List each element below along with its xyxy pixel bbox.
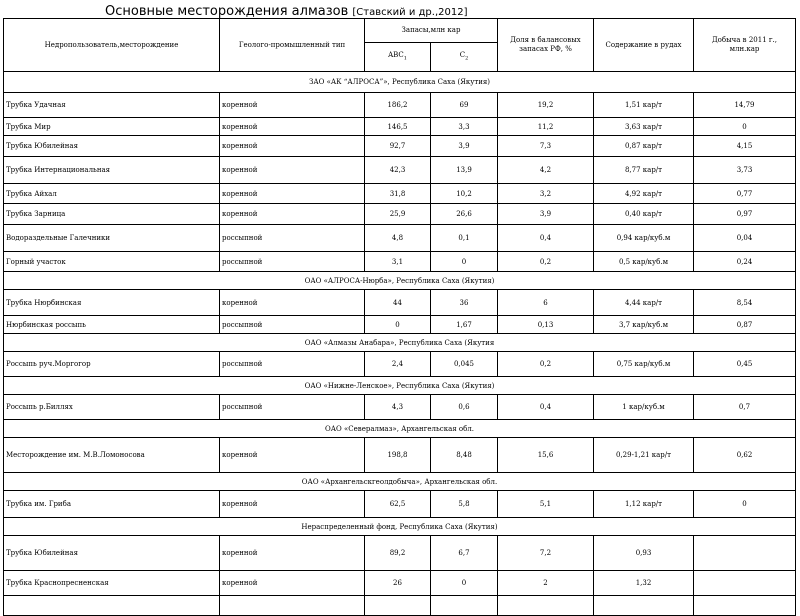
cell-c: 69 xyxy=(431,93,498,118)
cell-share: 4,2 xyxy=(498,157,594,184)
cell-c: 0,1 xyxy=(431,225,498,252)
cell-content: 1,12 кар/т xyxy=(594,491,694,518)
cell-c: 0 xyxy=(431,252,498,272)
cell-type: коренной xyxy=(220,118,365,136)
cell-type: коренной xyxy=(220,136,365,157)
header-share: Доля в балансовых запасах РФ, % xyxy=(498,19,594,72)
cell-abc: 3,1 xyxy=(365,252,431,272)
cell-production: 8,54 xyxy=(694,290,796,316)
cell-type: россыпной xyxy=(220,395,365,420)
cell-content: 0,87 кар/т xyxy=(594,136,694,157)
header-type: Геолого-промышленный тип xyxy=(220,19,365,72)
cell-share xyxy=(498,596,594,616)
cell-type: коренной xyxy=(220,93,365,118)
cell-content: 8,77 кар/т xyxy=(594,157,694,184)
cell-name: Трубка Удачная xyxy=(4,93,220,118)
header-owner: Недропользователь,месторождение xyxy=(4,19,220,72)
cell-share: 3,9 xyxy=(498,204,594,225)
cell-abc: 26 xyxy=(365,571,431,596)
cell-c: 8,48 xyxy=(431,438,498,473)
cell-c: 3,9 xyxy=(431,136,498,157)
cell-c: 3,3 xyxy=(431,118,498,136)
cell-content: 0,29-1,21 кар/т xyxy=(594,438,694,473)
cell-abc: 186,2 xyxy=(365,93,431,118)
cell-production: 0,77 xyxy=(694,184,796,204)
table-body xyxy=(4,72,796,616)
cell-c xyxy=(431,596,498,616)
cell-share: 0,2 xyxy=(498,252,594,272)
table-row xyxy=(4,316,796,334)
cell-production: 14,79 xyxy=(694,93,796,118)
cell-abc: 92,7 xyxy=(365,136,431,157)
cell-name: Горный участок xyxy=(4,252,220,272)
header-c: $C_2$ xyxy=(431,43,498,72)
cell-abc: 2,4 xyxy=(365,352,431,377)
cell-name: Трубка Зарница xyxy=(4,204,220,225)
cell-production: 0,45 xyxy=(694,352,796,377)
section-title: ЗАО «АК “АЛРОСА”», Республика Саха (Якутия) xyxy=(4,72,796,93)
cell-name: Трубка Нюрбинская xyxy=(4,290,220,316)
cell-content: 4,92 кар/т xyxy=(594,184,694,204)
table-row xyxy=(4,252,796,272)
cell-name: Месторождение им. М.В.Ломоносова xyxy=(4,438,220,473)
cell-type: коренной xyxy=(220,290,365,316)
cell-type: россыпной xyxy=(220,352,365,377)
cell-name xyxy=(4,596,220,616)
cell-production xyxy=(694,596,796,616)
section-row xyxy=(4,420,796,438)
cell-share: 5,1 xyxy=(498,491,594,518)
title-main: Основные месторождения алмазов xyxy=(105,4,349,19)
cell-share: 6 xyxy=(498,290,594,316)
cell-name: Трубка Краснопресненская xyxy=(4,571,220,596)
cell-abc: 4,8 xyxy=(365,225,431,252)
cell-production: 0,04 xyxy=(694,225,796,252)
cell-c: 13,9 xyxy=(431,157,498,184)
section-row xyxy=(4,334,796,352)
cell-production: 0,87 xyxy=(694,316,796,334)
cell-name: Трубка Мир xyxy=(4,118,220,136)
cell-type: коренной xyxy=(220,184,365,204)
section-title: ОАО «Архангельскгеолдобыча», Архангельская обл. xyxy=(4,473,796,491)
cell-share: 2 xyxy=(498,571,594,596)
cell-production: 0 xyxy=(694,118,796,136)
cell-c: 5,8 xyxy=(431,491,498,518)
cell-production: 0,7 xyxy=(694,395,796,420)
cell-c: 26,6 xyxy=(431,204,498,225)
cell-share: 7,2 xyxy=(498,536,594,571)
cell-share: 19,2 xyxy=(498,93,594,118)
cell-production: 0,62 xyxy=(694,438,796,473)
section-row xyxy=(4,72,796,93)
cell-content: 1,51 кар/т xyxy=(594,93,694,118)
cell-name: Россыпь руч.Моргогор xyxy=(4,352,220,377)
cell-share: 0,4 xyxy=(498,395,594,420)
table-row xyxy=(4,596,796,616)
cell-share: 11,2 xyxy=(498,118,594,136)
cell-share: 3,2 xyxy=(498,184,594,204)
table-row xyxy=(4,438,796,473)
cell-c: 6,7 xyxy=(431,536,498,571)
cell-name: Водораздельные Галечники xyxy=(4,225,220,252)
section-title: ОАО «АЛРОСА-Нюрба», Республика Саха (Якутия) xyxy=(4,272,796,290)
cell-name: Россыпь р.Биллях xyxy=(4,395,220,420)
table-row xyxy=(4,118,796,136)
header-reserves: Запасы,млн кар xyxy=(365,19,498,43)
table-row xyxy=(4,225,796,252)
table-row xyxy=(4,352,796,377)
cell-share: 0,2 xyxy=(498,352,594,377)
cell-name: Трубка Айхал xyxy=(4,184,220,204)
cell-name: Трубка им. Гриба xyxy=(4,491,220,518)
table-row xyxy=(4,395,796,420)
cell-name: Трубка Юбилейная xyxy=(4,136,220,157)
section-row xyxy=(4,518,796,536)
cell-content: 3,63 кар/т xyxy=(594,118,694,136)
cell-production xyxy=(694,571,796,596)
cell-content: 0,40 кар/т xyxy=(594,204,694,225)
cell-content: 0,5 кар/куб.м xyxy=(594,252,694,272)
cell-type: коренной xyxy=(220,536,365,571)
cell-production: 0,24 xyxy=(694,252,796,272)
cell-c: 0 xyxy=(431,571,498,596)
cell-abc: 198,8 xyxy=(365,438,431,473)
section-title: ОАО «Севералмаз», Архангельская обл. xyxy=(4,420,796,438)
cell-c: 1,67 xyxy=(431,316,498,334)
cell-content: 3,7 кар/куб.м xyxy=(594,316,694,334)
table-row xyxy=(4,491,796,518)
cell-production: 4,15 xyxy=(694,136,796,157)
section-title: ОАО «Алмазы Анабара», Республика Саха (Якутия xyxy=(4,334,796,352)
cell-abc: 0 xyxy=(365,316,431,334)
cell-type: россыпной xyxy=(220,252,365,272)
cell-type xyxy=(220,596,365,616)
cell-content: 1,32 xyxy=(594,571,694,596)
cell-share: 15,6 xyxy=(498,438,594,473)
cell-share: 0,13 xyxy=(498,316,594,334)
cell-type: коренной xyxy=(220,491,365,518)
table-row xyxy=(4,204,796,225)
section-row xyxy=(4,473,796,491)
section-row xyxy=(4,272,796,290)
cell-content: 1 кар/куб.м xyxy=(594,395,694,420)
cell-c: 0,045 xyxy=(431,352,498,377)
cell-production xyxy=(694,536,796,571)
page-title xyxy=(105,4,467,19)
header-abc: $ABC_1$ xyxy=(365,43,431,72)
cell-abc: 42,3 xyxy=(365,157,431,184)
cell-production: 3,73 xyxy=(694,157,796,184)
section-row xyxy=(4,377,796,395)
cell-type: коренной xyxy=(220,204,365,225)
cell-abc: 44 xyxy=(365,290,431,316)
cell-share: 0,4 xyxy=(498,225,594,252)
cell-c: 0,6 xyxy=(431,395,498,420)
table-row xyxy=(4,290,796,316)
cell-name: Трубка Интернациональная xyxy=(4,157,220,184)
cell-content: 0,93 xyxy=(594,536,694,571)
cell-abc xyxy=(365,596,431,616)
table-row xyxy=(4,136,796,157)
cell-type: россыпной xyxy=(220,225,365,252)
cell-content: 4,44 кар/т xyxy=(594,290,694,316)
cell-abc: 146,5 xyxy=(365,118,431,136)
cell-abc: 4,3 xyxy=(365,395,431,420)
cell-abc: 89,2 xyxy=(365,536,431,571)
cell-abc: 25,9 xyxy=(365,204,431,225)
cell-content xyxy=(594,596,694,616)
header-content: Содержание в рудах xyxy=(594,19,694,72)
cell-type: коренной xyxy=(220,157,365,184)
table-row xyxy=(4,536,796,571)
cell-c: 10,2 xyxy=(431,184,498,204)
table-row xyxy=(4,93,796,118)
cell-name: Нюрбинская россыпь xyxy=(4,316,220,334)
cell-share: 7,3 xyxy=(498,136,594,157)
deposits-table xyxy=(3,18,796,616)
cell-content: 0,94 кар/куб.м xyxy=(594,225,694,252)
title-source: [Ставский и др.,2012] xyxy=(352,7,468,18)
cell-abc: 31,8 xyxy=(365,184,431,204)
header-production: Добыча в 2011 г., млн.кар xyxy=(694,19,796,72)
cell-content: 0,75 кар/куб.м xyxy=(594,352,694,377)
cell-name: Трубка Юбилейная xyxy=(4,536,220,571)
cell-c: 36 xyxy=(431,290,498,316)
cell-production: 0 xyxy=(694,491,796,518)
cell-type: россыпной xyxy=(220,316,365,334)
table-row xyxy=(4,571,796,596)
section-title: Нераспределенный фонд, Республика Саха (Якутия) xyxy=(4,518,796,536)
cell-type: коренной xyxy=(220,438,365,473)
cell-abc: 62,5 xyxy=(365,491,431,518)
table-row xyxy=(4,157,796,184)
cell-type: коренной xyxy=(220,571,365,596)
table-row xyxy=(4,184,796,204)
section-title: ОАО «Нижне-Ленское», Республика Саха (Якутия) xyxy=(4,377,796,395)
cell-production: 0,97 xyxy=(694,204,796,225)
